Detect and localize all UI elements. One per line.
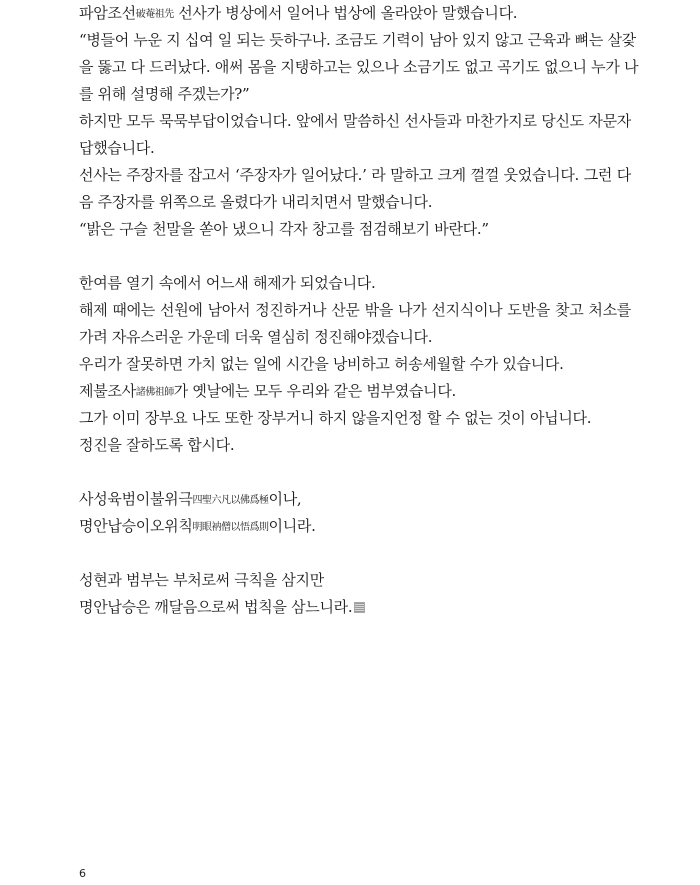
hanja-annotation: 四聖六凡以佛爲極 <box>192 495 269 506</box>
verse-line <box>79 489 301 511</box>
body-line: “밝은 구슬 천말을 쏟아 냈으니 각자 창고를 점검해보기 바란다.” <box>79 220 489 238</box>
body-line <box>79 3 517 25</box>
end-of-article-icon <box>354 602 365 613</box>
body-line: “병들어 누운 지 십여 일 되는 듯하구나. 조금도 기력이 남아 있지 않고 근육과 뼈는 살갗 <box>79 31 636 49</box>
hanja-annotation: 諸佛祖師 <box>135 387 174 398</box>
line-text: 명안납승은 깨달음으로써 법칙을 삼느니라. <box>79 598 353 616</box>
body-line: 우리가 잘못하면 가치 없는 일에 시간을 낭비하고 허송세월할 수가 있습니다. <box>79 355 564 373</box>
translation-line <box>79 597 365 617</box>
body-line: 그가 이미 장부요 나도 또한 장부거니 하지 않을지언정 할 수 없는 것이 아닙니다. <box>79 409 592 427</box>
line-text-after: 선사가 병상에서 일어나 법상에 올라앉아 말했습니다. <box>173 4 518 22</box>
body-line: 정진을 잘하도록 합시다. <box>79 436 235 454</box>
body-line: 를 위해 설명해 주겠는가?” <box>79 85 250 103</box>
body-line: 해제 때에는 선원에 남아서 정진하거나 산문 밖을 나가 선지식이나 도반을 찾고 처소를 <box>79 301 631 319</box>
hanja-annotation: 破菴祖先 <box>135 9 174 20</box>
verse-line <box>79 516 316 538</box>
body-line: 하지만 모두 묵묵부답이었습니다. 앞에서 말씀하신 선사들과 마찬가지로 당신도 자문자 <box>79 112 631 130</box>
line-text: 파암조선 <box>79 4 136 22</box>
line-text: 제불조사 <box>79 382 136 400</box>
translation-line: 성현과 범부는 부처로써 극칙을 삼지만 <box>79 571 324 589</box>
line-text-after: 이나, <box>268 490 302 508</box>
hanja-annotation: 明眼衲僧以悟爲則 <box>192 522 269 533</box>
body-line: 선사는 주장자를 잡고서 ‘주장자가 일어났다.’ 라 말하고 크게 껄껄 웃었습니다. 그런 다 <box>79 166 631 184</box>
body-line: 을 뚫고 다 드러났다. 애써 몸을 지탱하고는 있으나 소금기도 없고 곡기도 없으니 누가 나 <box>79 58 639 76</box>
page-number: 6 <box>79 867 86 880</box>
line-text: 명안납승이오위칙 <box>79 517 193 535</box>
body-line: 가려 자유스러운 가운데 더욱 열심히 정진해야겠습니다. <box>79 328 433 346</box>
line-text: 사성육범이불위극 <box>79 490 193 508</box>
body-line: 한여름 열기 속에서 어느새 해제가 되었습니다. <box>79 274 376 292</box>
body-line: 음 주장자를 위쪽으로 올렸다가 내리치면서 말했습니다. <box>79 193 433 211</box>
line-text-after: 가 옛날에는 모두 우리와 같은 범부였습니다. <box>173 382 456 400</box>
body-line: 답했습니다. <box>79 139 155 157</box>
body-line <box>79 381 456 403</box>
line-text-after: 이니라. <box>268 517 316 535</box>
